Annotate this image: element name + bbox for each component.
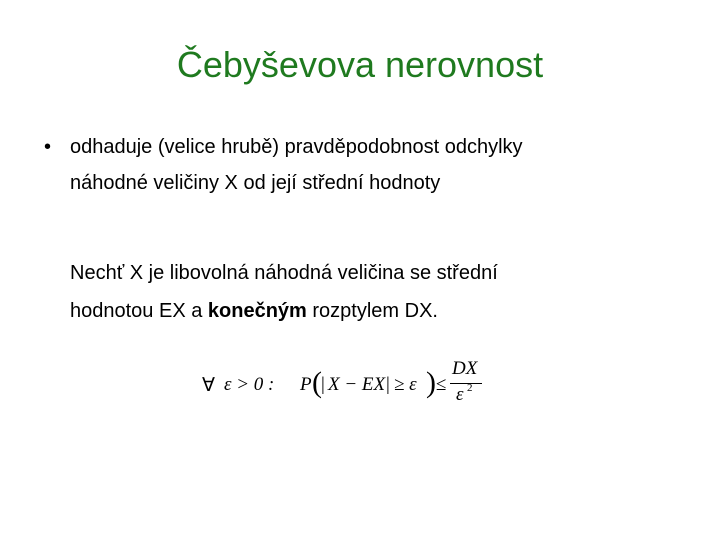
- paragraph-text-before: hodnotou EX a: [70, 300, 208, 322]
- abs-open: |: [321, 374, 325, 395]
- right-paren: ): [426, 366, 436, 399]
- forall-symbol: ∀: [202, 375, 215, 396]
- leq-symbol: ≤: [436, 374, 447, 395]
- left-paren: (: [312, 366, 322, 399]
- bullet-marker: •: [44, 136, 52, 158]
- slide-title: Čebyševova nerovnost: [176, 44, 544, 85]
- chebyshev-formula: [200, 358, 500, 422]
- epsilon-condition: ε > 0 :: [224, 374, 275, 395]
- bullet-text-line-1: odhaduje (velice hrubě) pravděpodobnost odchylky: [70, 136, 523, 158]
- fraction-bar: [450, 383, 482, 384]
- bullet-text-line-2: náhodné veličiny X od její střední hodnoty: [70, 172, 441, 194]
- paragraph-text-after: rozptylem DX.: [306, 300, 438, 322]
- abs-close: |: [386, 374, 390, 395]
- paragraph-line-1: Nechť X je libovolná náhodná veličina se střední: [70, 262, 498, 284]
- paragraph-line-2: [70, 300, 438, 323]
- paragraph-bold-word: konečným: [207, 300, 307, 322]
- exponent: 2: [467, 382, 473, 394]
- fraction-denominator: ε: [456, 384, 464, 405]
- fraction-numerator: DX: [452, 358, 478, 379]
- probability-P: P: [300, 374, 312, 395]
- abs-expression: X − EX: [328, 374, 386, 395]
- geq-epsilon: ≥ ε: [394, 374, 417, 395]
